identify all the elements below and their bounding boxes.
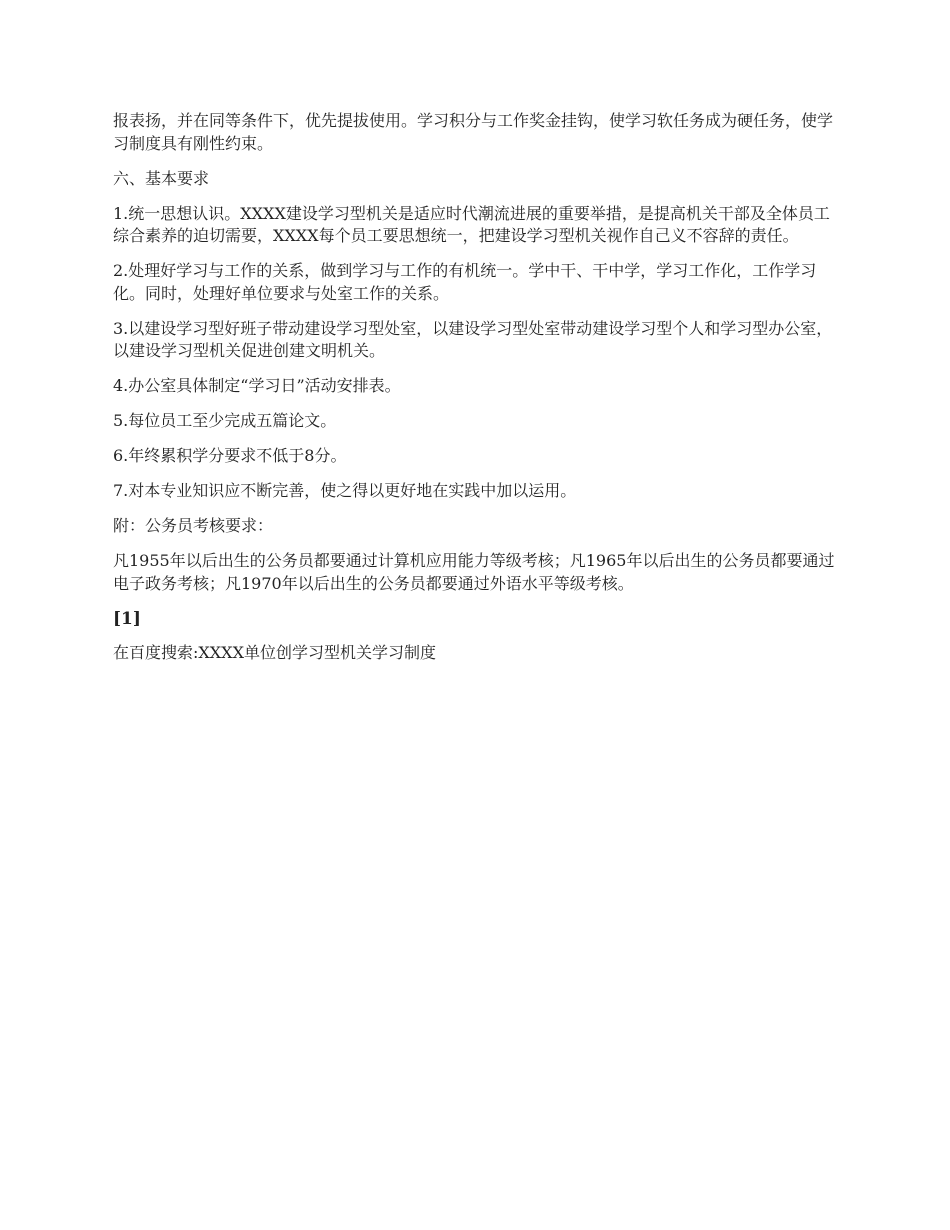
requirement-item-5: 5.每位员工至少完成五篇论文。 — [113, 411, 337, 430]
appendix-heading: 附：公务员考核要求： — [113, 516, 274, 535]
requirement-item-6: 6.年终累积学分要求不低于8分。 — [113, 446, 347, 465]
requirement-item-7: 7.对本专业知识应不断完善，使之得以更好地在实践中加以运用。 — [113, 481, 577, 500]
requirement-item-3: 3.以建设学习型好班子带动建设学习型处室，以建设学习型处室带动建设学习型个人和学习型办公室，以建设学习型机关促进创建文明机关。 — [113, 318, 833, 360]
paragraph-continuation: 报表扬，并在同等条件下，优先提拔使用。学习积分与工作奖金挂钩，使学习软任务成为硬任务，使学习制度具有刚性约束。 — [113, 111, 834, 153]
reference-marker: [1] — [113, 608, 141, 629]
requirement-item-1: 1.统一思想认识。XXXX建设学习型机关是适应时代潮流进展的重要举措，是提高机关干部及全体员工综合素养的迫切需要，XXXX每个员工要思想统一，把建设学习型机关视作自己义不容辞的责任。 — [113, 203, 830, 245]
section-heading-basic-requirements: 六、基本要求 — [113, 168, 210, 188]
search-line: 在百度搜索:XXXX单位创学习型机关学习制度 — [113, 643, 436, 662]
requirement-item-4: 4.办公室具体制定“学习日”活动安排表。 — [113, 376, 401, 395]
appendix-text: 凡1955年以后出生的公务员都要通过计算机应用能力等级考核；凡1965年以后出生的公务员都要通过电子政务考核；凡1970年以后出生的公务员都要通过外语水平等级考核。 — [113, 551, 835, 593]
document-body — [113, 110, 843, 677]
requirement-item-2: 2.处理好学习与工作的关系，做到学习与工作的有机统一。学中干、干中学，学习工作化，工作学习化。同时，处理好单位要求与处室工作的关系。 — [113, 261, 817, 303]
